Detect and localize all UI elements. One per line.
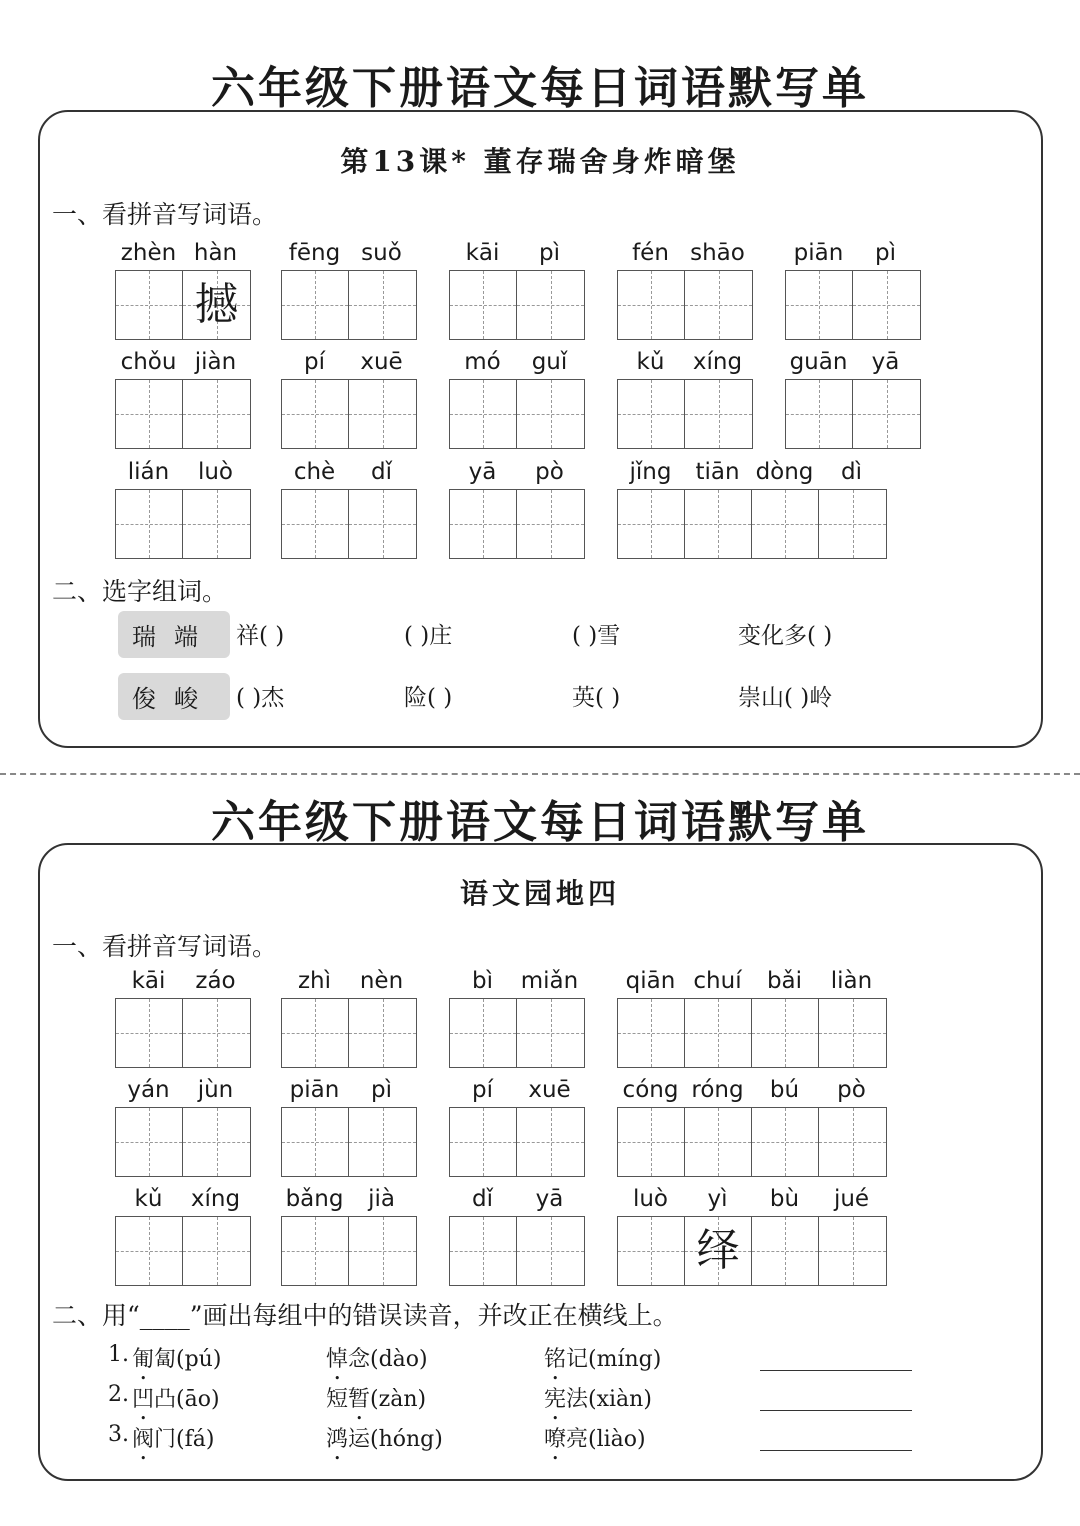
cut-line — [0, 773, 1080, 775]
writing-cell[interactable] — [819, 999, 886, 1067]
pinyin-syllable: dǐ — [472, 1186, 493, 1212]
pinyin-syllable: piān — [289, 1077, 340, 1103]
sheet1-title: 六年级下册语文每日词语默写单 — [211, 63, 869, 114]
tianzige-box — [115, 1216, 251, 1286]
writing-cell[interactable] — [685, 490, 752, 558]
tianzige-box — [115, 379, 251, 449]
writing-cell[interactable] — [116, 490, 183, 558]
answer-line[interactable] — [760, 1450, 912, 1451]
written-character: 绎 — [696, 1225, 740, 1276]
writing-cell[interactable] — [349, 999, 416, 1067]
writing-cell[interactable] — [282, 1108, 349, 1176]
writing-cell[interactable] — [685, 999, 752, 1067]
pinyin-syllable: mó — [464, 349, 501, 375]
fill-blank-item[interactable]: 祥( ) — [236, 623, 285, 649]
fill-blank-item[interactable]: 英( ) — [572, 685, 621, 711]
pinyin-syllable: jué — [833, 1186, 870, 1212]
question-number: 2. — [108, 1382, 129, 1407]
reading-item[interactable] — [544, 1342, 661, 1385]
writing-cell[interactable] — [517, 1108, 584, 1176]
writing-cell[interactable] — [618, 490, 685, 558]
pinyin-syllable: bǎng — [285, 1186, 344, 1212]
pinyin-syllable: kāi — [465, 240, 500, 266]
fill-blank-item[interactable]: 变化多( ) — [738, 623, 833, 649]
dotted-character: 阀 — [132, 1427, 155, 1452]
writing-cell[interactable] — [819, 490, 886, 558]
writing-cell[interactable] — [450, 271, 517, 339]
tianzige-box — [785, 270, 921, 340]
writing-cell[interactable] — [853, 271, 920, 339]
pinyin-syllable: qiān — [625, 968, 676, 994]
writing-cell[interactable] — [450, 380, 517, 448]
writing-cell[interactable] — [183, 490, 250, 558]
answer-line[interactable] — [760, 1410, 912, 1411]
reading-item[interactable] — [326, 1382, 426, 1425]
pinyin-syllable: hàn — [193, 240, 238, 266]
pinyin-syllable: xíng — [692, 349, 743, 375]
pinyin-syllable: dǐ — [371, 459, 392, 485]
writing-cell[interactable] — [786, 380, 853, 448]
writing-cell[interactable] — [450, 1108, 517, 1176]
pinyin-syllable: luò — [197, 459, 234, 485]
reading-item[interactable] — [132, 1342, 221, 1385]
pinyin-syllable: yán — [127, 1077, 170, 1103]
writing-cell[interactable] — [183, 1108, 250, 1176]
pinyin-syllable: yā — [468, 459, 497, 485]
tianzige-box — [281, 270, 417, 340]
writing-cell[interactable] — [349, 1217, 416, 1285]
pinyin-syllable: kǔ — [636, 349, 665, 375]
pinyin-syllable: chuí — [693, 968, 742, 994]
fill-blank-item[interactable]: 险( ) — [404, 685, 453, 711]
pinyin-syllable: pò — [837, 1077, 866, 1103]
writing-cell[interactable] — [183, 999, 250, 1067]
pinyin-syllable: piān — [793, 240, 844, 266]
item-text: 门(fá) — [154, 1427, 215, 1452]
tianzige-box — [449, 1107, 585, 1177]
tianzige-box — [617, 379, 753, 449]
tianzige-box — [449, 1216, 585, 1286]
reading-item[interactable] — [132, 1422, 214, 1465]
sheet1-section1-heading: 一、看拼音写词语。 — [52, 200, 278, 229]
pinyin-syllable: chè — [293, 459, 336, 485]
reading-item[interactable] — [326, 1422, 443, 1465]
pinyin-syllable: suǒ — [361, 240, 402, 266]
sheet1-lesson-title: 第13课* 董存瑞舍身炸暗堡 — [340, 145, 740, 178]
dotted-character: 嘹 — [544, 1427, 567, 1452]
tianzige-box — [449, 489, 585, 559]
pinyin-syllable: záo — [195, 968, 236, 994]
pinyin-syllable: shāo — [690, 240, 745, 266]
question-number: 3. — [108, 1422, 129, 1447]
pinyin-syllable: yì — [707, 1186, 728, 1212]
writing-cell[interactable] — [349, 490, 416, 558]
choice-characters: 瑞端 — [118, 611, 230, 658]
pinyin-syllable: bú — [769, 1077, 800, 1103]
tianzige-box — [617, 998, 887, 1068]
pinyin-syllable: pì — [875, 240, 896, 266]
pinyin-syllable: jǐng — [629, 459, 672, 485]
tianzige-box — [281, 1216, 417, 1286]
writing-cell[interactable] — [450, 999, 517, 1067]
pinyin-syllable: yā — [535, 1186, 564, 1212]
reading-item[interactable] — [544, 1382, 652, 1425]
writing-cell[interactable] — [183, 1217, 250, 1285]
pinyin-syllable: guān — [789, 349, 848, 375]
writing-cell[interactable] — [282, 490, 349, 558]
tianzige-box — [115, 489, 251, 559]
item-text: (zàn) — [370, 1387, 427, 1412]
tianzige-box — [449, 270, 585, 340]
pinyin-syllable: jùn — [197, 1077, 234, 1103]
writing-cell[interactable] — [517, 380, 584, 448]
writing-cell[interactable] — [685, 1108, 752, 1176]
pinyin-syllable: tiān — [695, 459, 740, 485]
sheet2-title: 六年级下册语文每日词语默写单 — [211, 797, 869, 848]
dotted-character: 铭 — [544, 1347, 567, 1372]
writing-cell[interactable] — [618, 271, 685, 339]
item-text: 匐(pú) — [154, 1347, 222, 1372]
writing-cell[interactable] — [282, 1217, 349, 1285]
pinyin-syllable: jià — [368, 1186, 395, 1212]
sheet2-section1-heading: 一、看拼音写词语。 — [52, 932, 278, 961]
tianzige-box — [281, 998, 417, 1068]
pinyin-syllable: zhì — [297, 968, 332, 994]
writing-cell[interactable] — [853, 380, 920, 448]
pinyin-syllable: fén — [632, 240, 669, 266]
pinyin-syllable: miǎn — [520, 968, 579, 994]
dotted-character: 匍 — [132, 1347, 155, 1372]
pinyin-syllable: yā — [871, 349, 900, 375]
pinyin-syllable: liàn — [830, 968, 873, 994]
dotted-character: 宪 — [544, 1387, 567, 1412]
writing-cell[interactable] — [116, 1217, 183, 1285]
reading-item[interactable] — [132, 1382, 220, 1425]
pinyin-syllable: dì — [841, 459, 862, 485]
writing-cell[interactable] — [517, 490, 584, 558]
tianzige-box — [449, 379, 585, 449]
writing-cell[interactable] — [183, 380, 250, 448]
fill-blank-item[interactable]: ( )雪 — [572, 623, 621, 649]
dotted-character: 悼 — [326, 1347, 349, 1372]
pinyin-syllable: pí — [304, 349, 325, 375]
writing-cell[interactable] — [685, 1217, 752, 1285]
writing-cell[interactable] — [116, 380, 183, 448]
writing-cell[interactable] — [450, 490, 517, 558]
writing-cell[interactable] — [618, 380, 685, 448]
pinyin-syllable: chǒu — [120, 349, 177, 375]
writing-cell[interactable] — [349, 271, 416, 339]
pinyin-syllable: pò — [535, 459, 564, 485]
item-text: 运(hóng) — [348, 1427, 443, 1452]
pinyin-syllable: bǎi — [766, 968, 803, 994]
sheet2-lesson-title: 语文园地四 — [459, 877, 620, 910]
dotted-character: 凹 — [132, 1387, 155, 1412]
writing-cell[interactable] — [786, 271, 853, 339]
pinyin-syllable: xíng — [190, 1186, 241, 1212]
tianzige-box — [281, 1107, 417, 1177]
pinyin-syllable: luò — [632, 1186, 669, 1212]
answer-line[interactable] — [760, 1370, 912, 1371]
pinyin-syllable: pí — [472, 1077, 493, 1103]
pinyin-syllable: guǐ — [531, 349, 568, 375]
item-text: 法(xiàn) — [566, 1387, 652, 1412]
writing-cell[interactable] — [183, 271, 250, 339]
pinyin-syllable: pì — [371, 1077, 392, 1103]
tianzige-box — [617, 489, 887, 559]
pinyin-syllable: zhèn — [120, 240, 177, 266]
pinyin-syllable: xuē — [360, 349, 403, 375]
writing-cell[interactable] — [517, 999, 584, 1067]
writing-cell[interactable] — [450, 1217, 517, 1285]
pinyin-syllable: bù — [769, 1186, 800, 1212]
item-text: 短 — [326, 1387, 349, 1412]
tianzige-box — [115, 270, 251, 340]
tianzige-box — [617, 1107, 887, 1177]
pinyin-syllable: fēng — [288, 240, 341, 266]
pinyin-syllable: kāi — [131, 968, 166, 994]
writing-cell[interactable] — [752, 999, 819, 1067]
writing-cell[interactable] — [685, 271, 752, 339]
writing-cell[interactable] — [752, 1108, 819, 1176]
fill-blank-item[interactable]: ( )庄 — [404, 623, 453, 649]
pinyin-syllable: nèn — [359, 968, 404, 994]
dotted-character: 暂 — [348, 1387, 371, 1412]
reading-item[interactable] — [544, 1422, 646, 1465]
writing-cell[interactable] — [618, 999, 685, 1067]
tianzige-box — [617, 1216, 887, 1286]
writing-cell[interactable] — [116, 999, 183, 1067]
writing-cell[interactable] — [116, 1108, 183, 1176]
pinyin-syllable: dòng — [755, 459, 814, 485]
choice-characters: 俊峻 — [118, 673, 230, 720]
item-text: 亮(liào) — [566, 1427, 646, 1452]
writing-cell[interactable] — [282, 271, 349, 339]
pinyin-syllable: xuē — [528, 1077, 571, 1103]
pinyin-syllable: kǔ — [134, 1186, 163, 1212]
sheet1-section2-heading: 二、选字组词。 — [52, 577, 228, 606]
tianzige-box — [115, 998, 251, 1068]
reading-item[interactable] — [326, 1342, 428, 1385]
pinyin-syllable: jiàn — [194, 349, 237, 375]
tianzige-box — [449, 998, 585, 1068]
writing-cell[interactable] — [685, 380, 752, 448]
writing-cell[interactable] — [618, 1217, 685, 1285]
tianzige-box — [115, 1107, 251, 1177]
writing-cell[interactable] — [282, 999, 349, 1067]
writing-cell[interactable] — [349, 380, 416, 448]
writing-cell[interactable] — [517, 1217, 584, 1285]
writing-cell[interactable] — [752, 490, 819, 558]
pinyin-syllable: cóng — [622, 1077, 679, 1103]
pinyin-syllable: pì — [539, 240, 560, 266]
pinyin-syllable: lián — [127, 459, 170, 485]
writing-cell[interactable] — [116, 271, 183, 339]
writing-cell[interactable] — [349, 1108, 416, 1176]
writing-cell[interactable] — [517, 271, 584, 339]
question-number: 1. — [108, 1342, 129, 1367]
writing-cell[interactable] — [752, 1217, 819, 1285]
fill-blank-item[interactable]: ( )杰 — [236, 685, 285, 711]
item-text: 念(dào) — [348, 1347, 428, 1372]
written-character: 撼 — [194, 279, 239, 330]
fill-blank-item[interactable]: 崇山( )岭 — [738, 685, 833, 711]
writing-cell[interactable] — [282, 380, 349, 448]
tianzige-box — [617, 270, 753, 340]
dotted-character: 鸿 — [326, 1427, 349, 1452]
tianzige-box — [785, 379, 921, 449]
writing-cell[interactable] — [618, 1108, 685, 1176]
tianzige-box — [281, 379, 417, 449]
item-text: 凸(āo) — [154, 1387, 220, 1412]
item-text: 记(míng) — [566, 1347, 662, 1372]
pinyin-syllable: bì — [472, 968, 493, 994]
pinyin-syllable: róng — [691, 1077, 744, 1103]
tianzige-box — [281, 489, 417, 559]
sheet2-section2-heading: 二、用“____”画出每组中的错误读音，并改正在横线上。 — [52, 1301, 678, 1330]
writing-cell[interactable] — [819, 1108, 886, 1176]
writing-cell[interactable] — [819, 1217, 886, 1285]
